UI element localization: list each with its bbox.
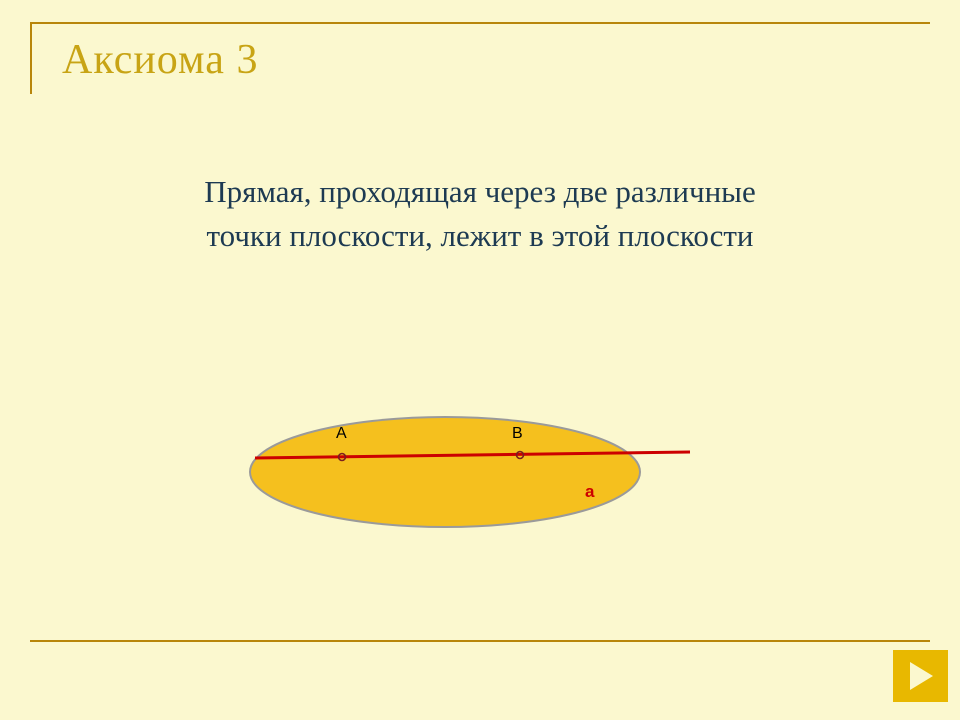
geometry-figure <box>240 400 720 560</box>
top-vertical-rule <box>30 22 32 94</box>
play-triangle-icon <box>893 650 948 702</box>
plane-ellipse <box>250 417 640 527</box>
bottom-horizontal-rule <box>30 640 930 642</box>
page-title: Аксиома 3 <box>62 37 259 83</box>
axiom-statement <box>60 170 900 258</box>
axiom-statement-line-1: Прямая, проходящая через две различные <box>204 174 756 209</box>
line-a-label: a <box>585 482 595 501</box>
axiom-statement-line-2: точки плоскости, лежит в этой плоскости <box>206 218 754 254</box>
point-b-label: B <box>512 425 523 442</box>
figure-svg <box>240 400 720 560</box>
next-slide-button[interactable] <box>893 650 948 702</box>
top-horizontal-rule <box>30 22 930 24</box>
point-a-label: A <box>336 425 347 442</box>
